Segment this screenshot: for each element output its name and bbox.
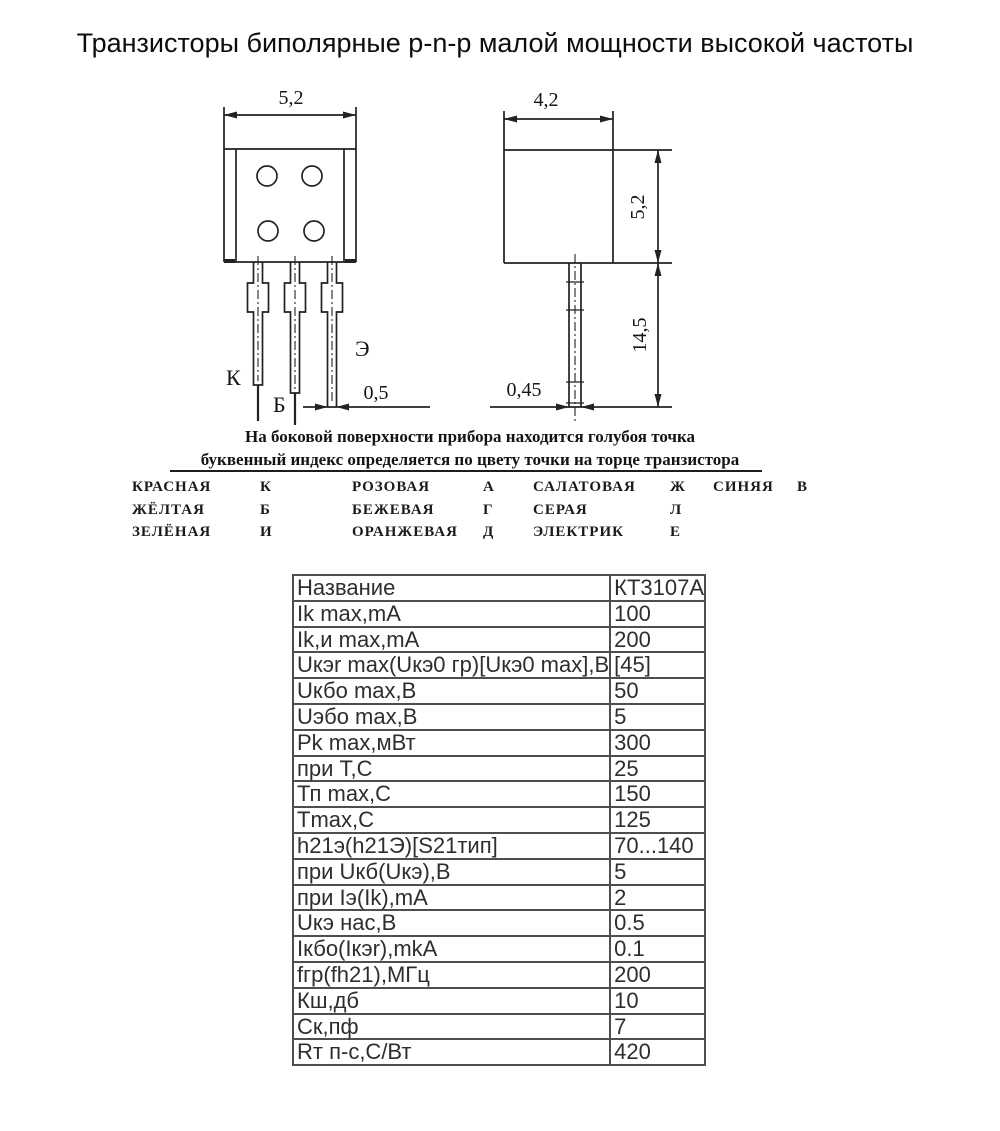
front-width-dim-label: 5,2: [278, 87, 304, 109]
base-lead: [285, 256, 306, 425]
spec-row: [293, 859, 705, 885]
code-letter: Г: [483, 501, 494, 518]
spec-param-cell: при Т,С: [293, 756, 610, 782]
spec-row: [293, 833, 705, 859]
spec-param-cell: Тп max,С: [293, 781, 610, 807]
spec-row: [293, 781, 705, 807]
side-view: [490, 111, 672, 424]
spec-param-cell: Tmax,С: [293, 807, 610, 833]
base-pin-label: Б: [273, 392, 286, 417]
color-name: ОРАНЖЕВАЯ: [352, 524, 458, 541]
code-letter: Д: [483, 524, 495, 541]
spec-param-cell: Uкбо max,В: [293, 678, 610, 704]
code-letter: Е: [670, 524, 682, 541]
spec-row: [293, 756, 705, 782]
side-note-line1: На боковой поверхности прибора находится голубоя точка: [244, 427, 696, 446]
spec-row: [293, 730, 705, 756]
front-view: [224, 107, 430, 425]
spec-param-cell: Rт п-с,С/Вт: [293, 1039, 610, 1065]
spec-row: [293, 936, 705, 962]
spec-param-cell: Iкбо(Iкэr),mkA: [293, 936, 610, 962]
spec-value-cell: 150: [610, 781, 705, 807]
spec-value-cell: 70...140: [610, 833, 705, 859]
spec-param-cell: Название: [293, 575, 610, 601]
collector-lead: [248, 256, 269, 421]
spec-param-cell: Ik,и max,mA: [293, 627, 610, 653]
spec-row: [293, 704, 705, 730]
spec-row: [293, 962, 705, 988]
spec-param-cell: Ск,пф: [293, 1014, 610, 1040]
spec-table: [292, 574, 706, 1066]
spec-value-cell: 0.1: [610, 936, 705, 962]
spec-param-cell: h21э(h21Э)[S21тип]: [293, 833, 610, 859]
spec-value-cell: 200: [610, 627, 705, 653]
spec-row: [293, 988, 705, 1014]
code-letter: И: [260, 524, 273, 541]
spec-row: [293, 1039, 705, 1065]
code-letter: Л: [670, 501, 683, 518]
spec-value-cell: 7: [610, 1014, 705, 1040]
spec-value-cell: 300: [610, 730, 705, 756]
spec-value-cell: 125: [610, 807, 705, 833]
spec-value-cell: 2: [610, 885, 705, 911]
color-name: [713, 524, 797, 547]
color-name: ЭЛЕКТРИК: [533, 524, 624, 541]
spec-value-cell: 10: [610, 988, 705, 1014]
spec-value-cell: 25: [610, 756, 705, 782]
color-name: СЕРАЯ: [533, 501, 588, 518]
spec-row: [293, 652, 705, 678]
spec-value-cell: 200: [610, 962, 705, 988]
page-title: Транзисторы биполярные p-n-p малой мощности высокой частоты: [76, 28, 914, 58]
spec-row: [293, 601, 705, 627]
code-letter: Б: [260, 501, 271, 518]
spec-row: [293, 627, 705, 653]
spec-param-cell: Pk max,мВт: [293, 730, 610, 756]
emitter-pin-label: Э: [355, 336, 370, 361]
code-letter: [797, 502, 842, 525]
color-name: ЖЁЛТАЯ: [132, 501, 205, 518]
spec-value-cell: 0.5: [610, 910, 705, 936]
color-name: САЛАТОВАЯ: [533, 479, 636, 495]
side-note-line2: буквенный индекс определяется по цвету точки на торце транзистора: [200, 450, 740, 469]
spec-param-cell: Ik max,mA: [293, 601, 610, 627]
spec-value-cell: 5: [610, 859, 705, 885]
spec-param-cell: Uэбо max,В: [293, 704, 610, 730]
color-name: КРАСНАЯ: [132, 479, 212, 495]
code-letter: Ж: [670, 479, 686, 495]
spec-param-cell: fгр(fh21),МГц: [293, 962, 610, 988]
spec-value-cell: [45]: [610, 652, 705, 678]
spec-value-cell: 5: [610, 704, 705, 730]
mounting-holes: [257, 166, 324, 241]
code-letter: А: [483, 479, 495, 495]
color-name: ЗЕЛЁНАЯ: [132, 524, 212, 541]
spec-value-cell: 100: [610, 601, 705, 627]
spec-value-cell: КТ3107А: [610, 575, 705, 601]
color-name: СИНЯЯ: [713, 479, 774, 495]
spec-header-row: [293, 575, 705, 601]
lead-thickness-dim-label: 0,45: [506, 379, 542, 401]
package-drawings: [130, 78, 790, 433]
side-width-dim-label: 4,2: [533, 89, 559, 111]
spec-value-cell: 420: [610, 1039, 705, 1065]
color-code-table: [132, 479, 842, 547]
code-letter: К: [260, 479, 272, 495]
spec-row: [293, 807, 705, 833]
code-letter: [797, 524, 842, 547]
side-lead: [566, 254, 584, 424]
collector-pin-label: К: [226, 365, 241, 390]
separator-line: [170, 470, 762, 472]
color-name: БЕЖЕВАЯ: [352, 501, 435, 518]
body-height-dim-label: 5,2: [627, 194, 649, 220]
spec-row: [293, 885, 705, 911]
code-letter: В: [797, 479, 809, 495]
color-name: РОЗОВАЯ: [352, 479, 431, 495]
lead-width-dim-label: 0,5: [363, 382, 389, 404]
spec-value-cell: 50: [610, 678, 705, 704]
spec-row: [293, 1014, 705, 1040]
spec-param-cell: Кш,дб: [293, 988, 610, 1014]
lead-length-dim-label: 14,5: [629, 317, 651, 353]
spec-param-cell: при Iэ(Ik),mA: [293, 885, 610, 911]
spec-row: [293, 678, 705, 704]
spec-row: [293, 910, 705, 936]
spec-param-cell: при Uкб(Uкэ),В: [293, 859, 610, 885]
color-name: [713, 502, 797, 525]
emitter-lead: [322, 256, 343, 407]
spec-param-cell: Uкэ нас,В: [293, 910, 610, 936]
spec-param-cell: Uкэr max(Uкэ0 гр)[Uкэ0 max],В: [293, 652, 610, 678]
